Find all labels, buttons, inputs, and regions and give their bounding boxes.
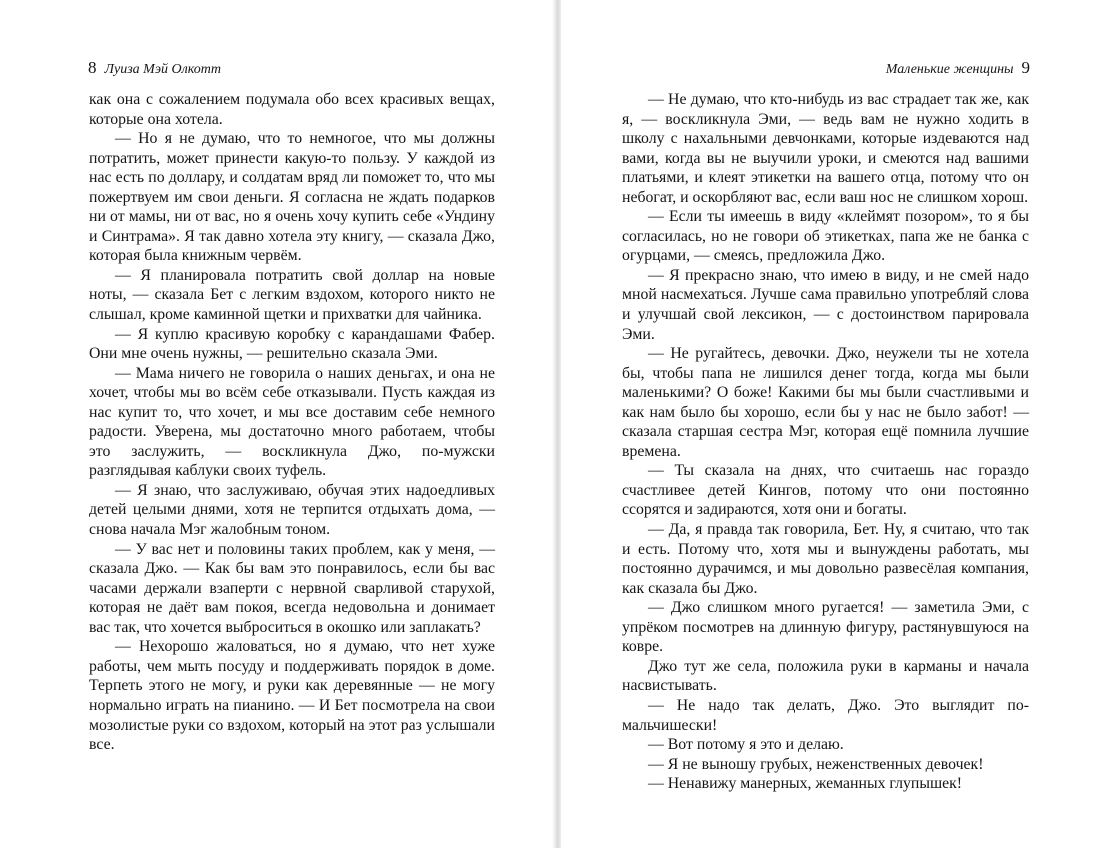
paragraph: — Вот потому я это и делаю. bbox=[648, 736, 844, 754]
right-page bbox=[561, 0, 1117, 848]
paragraph: — Нехорошо жаловаться, но я думаю, что нет хуже работы, чем мыть посуду и поддерживать порядок в доме. Терпеть этого не могу, и руки как деревянные — не могу нормально играть на пианино. — И Бет посмотрела на свои мозолистые руки со вздохом, который на этот раз услышали все. bbox=[89, 638, 495, 754]
paragraph: — Джо слишком много ругается! — заметила Эми, с упрёком посмотрев на длинную фигуру, растянувшуюся на ковре. bbox=[622, 599, 1029, 656]
paragraph: — У вас нет и половины таких проблем, как у меня, — сказала Джо. — Как бы вам это понравилось, если бы вас часами держали взаперти с нервной сварливой старухой, которая не даёт вам покоя, всегда недовольна и донимает вас так, что хочется выброситься в окошко или заплакать? bbox=[89, 540, 495, 636]
right-running-head-title: Маленькие женщины bbox=[885, 62, 1014, 77]
paragraph: — Я планировала потратить свой доллар на новые ноты, — сказала Бет с легким вздохом, которого никто не слышал, кроме каминной щетки и прихватки для чайника. bbox=[89, 266, 495, 324]
paragraph: — Не ругайтесь, девочки. Джо, неужели ты не хотела бы, чтобы папа не лишился денег тогда, когда мы были маленькими? О боже! Какими бы мы были счастливыми и как нам было бы хорошо, если бы у нас не было забот! — сказала старшая сестра Мэг, которая ещё помнила лучшие времена. bbox=[622, 345, 1029, 460]
paragraph: — Если ты имеешь в виду «клеймят позором», то я бы согласилась, но не говори об этикетках, папа же не банка с огурцами, — смеясь, предложила Джо. bbox=[622, 208, 1029, 265]
right-page-number: 9 bbox=[1021, 58, 1030, 77]
right-running-header bbox=[886, 58, 1030, 78]
paragraph: — Не думаю, что кто-нибудь из вас страдает так же, как я, — воскликнула Эми, — ведь вам не нужно ходить в школу с нахальными девчонками, которые издеваются над вами, когда вы не выучили уроки, и смеются над вашими платьями, и клеят этикетки на вашего отца, потому что он небогат, и оскорбляют вас, если ваш нос не слишком хорош. bbox=[622, 91, 1029, 206]
paragraph: — Я куплю красивую коробку с карандашами Фабер. Они мне очень нужны, — решительно сказала Эми. bbox=[89, 325, 495, 363]
left-page-number: 8 bbox=[88, 58, 97, 77]
paragraph: — Я не выношу грубых, неженственных девочек! bbox=[648, 755, 984, 773]
paragraph: — Ты сказала на днях, что считаешь нас гораздо счастливее детей Кингов, потому что они постоянно ссорятся и задираются, хотя они и богаты. bbox=[622, 462, 1029, 519]
paragraph: — Ненавижу манерных, жеманных глупышек! bbox=[648, 775, 963, 793]
paragraph: — Но я не думаю, что то немногое, что мы должны потратить, может принести какую-то пользу. У каждой из нас есть по доллару, и солдатам вряд ли поможет то, что мы пожертвуем им свои деньги. Я согласна не ждать подарков ни от мамы, ни от вас, но я очень хочу купить себе «Ундину и Синтрама». Я так давно хотела эту книгу, — сказала Джо, которая была книжным червём. bbox=[89, 130, 495, 265]
paragraph: Джо тут же села, положила руки в карманы и начала насвистывать. bbox=[622, 657, 1029, 695]
paragraph: — Не надо так делать, Джо. Это выглядит по-мальчишески! bbox=[622, 696, 1029, 734]
paragraph: — Я знаю, что заслуживаю, обучая этих надоедливых детей целыми днями, хотя не терпится отдыхать дома, — снова начала Мэг жалобным тоном. bbox=[89, 481, 495, 539]
right-page-text bbox=[622, 90, 1029, 794]
left-page bbox=[0, 0, 556, 848]
left-running-head-title: Луиза Мэй Олкотт bbox=[104, 62, 221, 77]
left-running-header bbox=[88, 58, 221, 78]
paragraph: — Мама ничего не говорила о наших деньгах, и она не хочет, чтобы мы во всём себе отказывали. Пусть каждая из нас купит то, что хочет, и мы все доставим себе немного радости. Уверена, мы достаточно много работаем, чтобы это заслужить, — воскликнула Джо, по-мужски разглядывая каблуки своих туфель. bbox=[89, 364, 495, 480]
paragraph: — Да, я правда так говорила, Бет. Ну, я считаю, что так и есть. Потому что, хотя мы и вынуждены работать, мы постоянно дурачимся, и мы довольно развесёлая компания, как сказала бы Джо. bbox=[622, 521, 1029, 597]
paragraph: как она с сожалением подумала обо всех красивых вещах, которые она хотела. bbox=[89, 91, 495, 128]
paragraph: — Я прекрасно знаю, что имею в виду, и не смей надо мной насмехаться. Лучше сама правильно употребляй слова и улучшай свой лексикон, — с достоинством парировала Эми. bbox=[622, 266, 1029, 343]
left-page-text bbox=[89, 90, 495, 755]
